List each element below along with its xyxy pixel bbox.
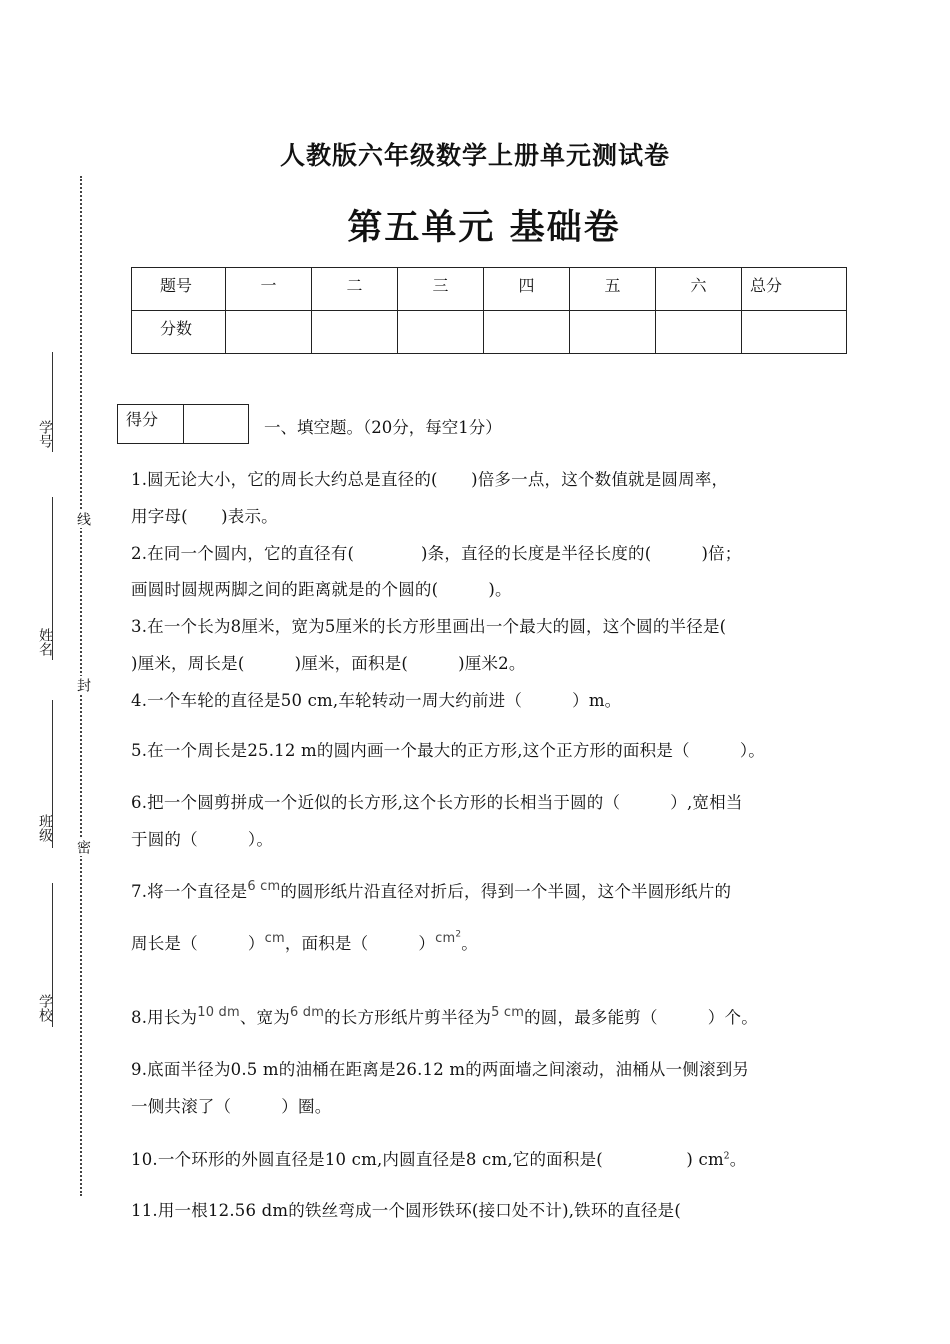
score-cell[interactable] [226,311,312,354]
score-cell[interactable] [398,311,484,354]
table-row [132,311,847,354]
score-cell[interactable] [742,311,847,354]
table-col-2: 二 [346,276,363,295]
question-10: 10.一个环形的外圆直径是10 cm,内圆直径是8 cm,它的面积是( ) $cm^2$。 [131,1150,747,1169]
question-2-line-2: 画圆时圆规两脚之间的距离就是的个圆的( )。 [131,580,512,599]
question-4: 4.一个车轮的直径是50 cm,车轮转动一周大约前进（ ）m。 [131,691,622,710]
section-score-label: 得分 [118,405,184,443]
unit-text: cm2 [435,929,462,946]
student-id-label: 学号 [37,420,53,448]
score-cell[interactable] [570,311,656,354]
school-label: 学校 [37,994,53,1022]
question-7-line-2: 周长是（ ）$^{cm}$，面积是（ ）$^{cm^2}$。 [131,929,478,953]
section-score-field[interactable] [184,405,248,443]
score-table [131,267,847,354]
table-header-label: 题号 [160,276,193,295]
unit-text: cm [264,931,285,946]
table-col-4: 四 [518,276,535,295]
question-5: 5.在一个周长是25.12 m的圆内画一个最大的正方形,这个正方形的面积是（ ）。 [131,741,765,760]
question-9-line-1: 9.底面半径为0.5 m的油桶在距离是26.12 m的两面墙之间滚动，油桶从一侧滚到另 [131,1060,750,1079]
student-id-field[interactable] [52,352,53,452]
question-1-line-1: 1.圆无论大小，它的周长大约总是直径的( )倍多一点，这个数值就是圆周率， [131,470,729,489]
page-subtitle: 第五单元 基础卷 [347,207,621,248]
table-col-3: 三 [432,276,449,295]
score-cell[interactable] [312,311,398,354]
unit-text: 6 dm [289,1005,325,1020]
score-cell[interactable] [656,311,742,354]
name-label: 姓名 [37,628,53,656]
table-row-label: 分数 [160,319,193,338]
seal-secret-mark: 密 [75,840,91,854]
school-field[interactable] [52,883,53,1027]
score-cell[interactable] [484,311,570,354]
question-8: 8.用长为$^{10 dm}$、宽为$^{6 dm}$的长方形纸片剪半径为$^{5 cm}$的圆，最多能剪（ ）个。 [131,1005,758,1027]
name-field[interactable] [52,497,53,660]
unit-text: 6 cm [247,879,281,894]
section-score-box [117,404,249,444]
table-col-6: 六 [690,276,707,295]
table-col-5: 五 [604,276,621,295]
question-1-line-2: 用字母( )表示。 [131,507,278,526]
question-6-line-1: 6.把一个圆剪拼成一个近似的长方形,这个长方形的长相当于圆的（ ）,宽相当 [131,793,743,812]
question-2-line-1: 2.在同一个圆内，它的直径有( )条，直径的长度是半径长度的( )倍； [131,544,742,563]
table-col-1: 一 [260,276,277,295]
class-label: 班级 [37,814,53,842]
unit-text: 10 dm [197,1005,240,1020]
class-field[interactable] [52,700,53,848]
question-3-line-2: )厘米，周长是( )厘米，面积是( )厘米2。 [131,654,526,673]
page-title: 人教版六年级数学上册单元测试卷 [279,141,670,170]
table-total-label: 总分 [750,276,783,295]
question-6-line-2: 于圆的（ ）。 [131,830,274,849]
question-3-line-1: 3.在一个长为8厘米，宽为5厘米的长方形里画出一个最大的圆，这个圆的半径是( [131,617,727,636]
question-9-line-2: 一侧共滚了（ ）圈。 [131,1097,332,1116]
seal-line-mark: 线 [75,512,91,526]
question-7-line-1: 7.将一个直径是$^{6 cm}$的圆形纸片沿直径对折后，得到一个半圆，这个半圆形纸片的 [131,879,732,901]
section-title: 一、填空题。（20分，每空1分） [264,418,502,437]
unit-text: 5 cm [491,1005,525,1020]
question-11: 11.用一根12.56 dm的铁丝弯成一个圆形铁环(接口处不计),铁环的直径是( [131,1201,681,1220]
table-row [132,268,847,311]
seal-seal-mark: 封 [75,678,91,692]
